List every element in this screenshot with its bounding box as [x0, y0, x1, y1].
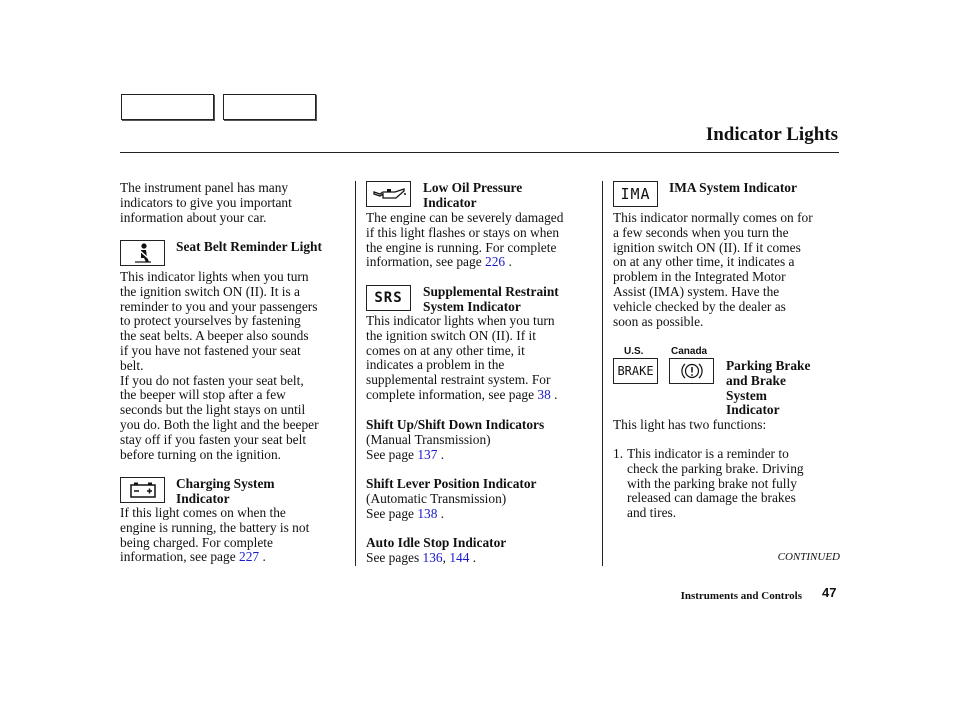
- canada-label: Canada: [671, 346, 708, 357]
- parking-brake-circle-icon: [669, 358, 714, 384]
- ima-heading: IMA System Indicator: [669, 180, 797, 195]
- brake-text-icon: BRAKE: [613, 358, 658, 384]
- shift-updown-body: (Manual Transmission) See page 137 .: [366, 432, 491, 462]
- oil-can-icon: [366, 181, 411, 207]
- page-ref-link[interactable]: 38: [537, 386, 551, 402]
- seat-belt-heading: Seat Belt Reminder Light: [176, 239, 322, 254]
- nav-tab-2[interactable]: [223, 94, 316, 120]
- page-title: Indicator Lights: [705, 124, 838, 145]
- page-ref-link[interactable]: 226: [485, 254, 506, 270]
- seat-belt-icon: [120, 240, 165, 266]
- battery-icon: [120, 477, 165, 503]
- column-divider-1: [355, 181, 356, 566]
- ima-body: This indicator normally comes on for a few seconds when you turn the ignition switch ON (II). If it comes on at any other time, it indicates a problem in the Integrated Motor Assist (IMA) system. Have the vehicle checked by the dealer as soon as possible.: [613, 210, 813, 329]
- continued-label: CONTINUED: [777, 551, 840, 563]
- parking-brake-item-number: 1.: [613, 446, 624, 461]
- us-label: U.S.: [624, 346, 644, 357]
- ima-icon: IMA: [613, 181, 658, 207]
- srs-body: This indicator lights when you turn the ignition switch ON (II). If it comes on at any other time, it indicates a problem in the supplemental restraint system. For complete information, see page 38 .: [366, 313, 558, 402]
- page-ref-link[interactable]: 144: [449, 550, 470, 565]
- footer-section-title: Instruments and Controls: [680, 590, 802, 602]
- shift-lever-heading: Shift Lever Position Indicator: [366, 476, 537, 491]
- shift-lever-body: (Automatic Transmission) See page 138 .: [366, 491, 507, 521]
- auto-idle-body: See pages 136, 144 .: [366, 550, 477, 565]
- charging-body: If this light comes on when the engine is running, the battery is not being charged. For complete information, see page 227 .: [120, 505, 310, 565]
- page-ref-link[interactable]: 137: [417, 446, 438, 462]
- shift-updown-heading: Shift Up/Shift Down Indicators: [366, 417, 545, 432]
- parking-brake-item-text: This indicator is a reminder to check the parking brake. Driving with the parking brake not fully released can damage the brakes and tires.: [627, 446, 804, 521]
- page-number: 47: [822, 585, 837, 600]
- nav-tab-1[interactable]: [121, 94, 214, 120]
- charging-heading: Charging System Indicator: [176, 476, 275, 506]
- page-ref-link[interactable]: 136: [422, 550, 443, 565]
- auto-idle-heading: Auto Idle Stop Indicator: [366, 535, 507, 550]
- oil-pressure-body: The engine can be severely damaged if this light flashes or stays on when the engine is running. For complete information, see page 226 .: [366, 210, 564, 270]
- column-divider-2: [602, 181, 603, 566]
- parking-brake-intro: This light has two functions:: [613, 417, 767, 432]
- oil-pressure-heading: Low Oil Pressure Indicator: [423, 180, 523, 210]
- srs-heading: Supplemental Restraint System Indicator: [423, 284, 559, 314]
- page-ref-link[interactable]: 227: [239, 549, 260, 565]
- srs-icon: SRS: [366, 285, 411, 311]
- title-rule: [120, 152, 839, 153]
- page-ref-link[interactable]: 138: [417, 505, 438, 521]
- parking-brake-heading: Parking Brake and Brake System Indicator: [726, 358, 811, 418]
- intro-paragraph: The instrument panel has many indicators to give you important information about your car.: [120, 180, 292, 225]
- seat-belt-body: This indicator lights when you turn the ignition switch ON (II). It is a reminder to you and your passengers to protect yourselves by fastening the seat belts. A beeper also sounds if you have not fastened your seat belt. If you do not fasten your seat belt, the beeper will stop after a few seconds but the light stays on until you do. Both the light and the beeper stay off if you fasten your seat belt before turning on the ignition.: [120, 269, 319, 462]
